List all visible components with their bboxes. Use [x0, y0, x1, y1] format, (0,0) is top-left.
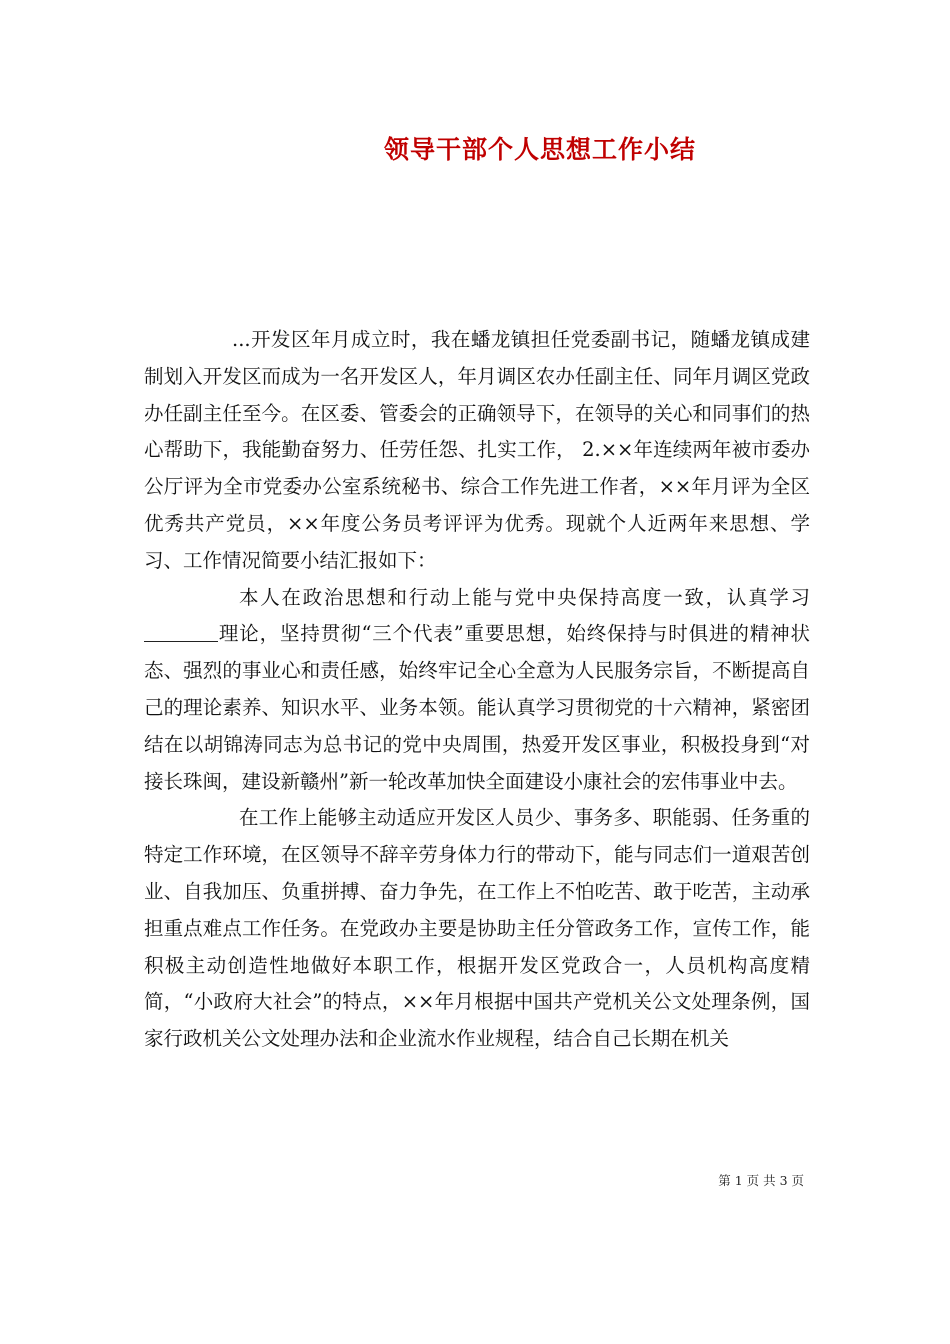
document-title: 领导干部个人思想工作小结 [383, 135, 696, 164]
paragraph-intro: ...开发区年月成立时，我在蟠龙镇担任党委副书记，随蟠龙镇成建制划入开发区而成为一名开发区人，年月调区农办任副主任、同年月调区党政办任副主任至今。在区委、管委会的正确领导下，在领导的关心和同事们的热心帮助下，我能勤奋努力、任劳任怨、扎实工作， 2.××年连续两年被市委办公厅评为全市党委办公室系统秘书、综合工作先进工作者，××年月评为全区优秀共产党员，××年度公务员考评评为优秀。现就个人近两年来思想、学习、工作情况简要小结汇报如下： [144, 328, 810, 572]
paragraph-political-thought [144, 580, 810, 801]
document-body [144, 322, 810, 1058]
paragraph-work: 在工作上能够主动适应开发区人员少、事务多、职能弱、任务重的特定工作环境，在区领导不辞辛劳身体力行的带动下，能与同志们一道艰苦创业、自我加压、负重拼搏、奋力争先，在工作上不怕吃苦、敢于吃苦，主动承担重点难点工作任务。在党政办主要是协助主任分管政务工作，宣传工作，能积极主动创造性地做好本职工作，根据开发区党政合一，人员机构高度精简，“小政府大社会”的特点，××年月根据中国共产党机关公文处理条例，国家行政机关公文处理办法和企业流水作业规程，结合自己长期在机关 [144, 806, 810, 1051]
redacted-blank [144, 621, 218, 642]
paragraph-political-thought-part1: 本人在政治思想和行动上能与党中央保持高度一致，认真学习 [239, 585, 810, 609]
paragraph-political-thought-part2: 理论，坚持贯彻“三个代表”重要思想，始终保持与时俱进的精神状态、强烈的事业心和责任感，始终牢记全心全意为人民服务宗旨，不断提高自己的理论素养、知识水平、业务本领。能认真学习贯彻党的十六精神，紧密团结在以胡锦涛同志为总书记的党中央周围，热爱开发区事业，积极投身到“对接长珠闽，建设新赣州”新一轮改革加快全面建设小康社会的宏伟事业中去。 [144, 622, 810, 793]
page-number-footer: 第 1 页 共 3 页 [718, 1173, 804, 1188]
